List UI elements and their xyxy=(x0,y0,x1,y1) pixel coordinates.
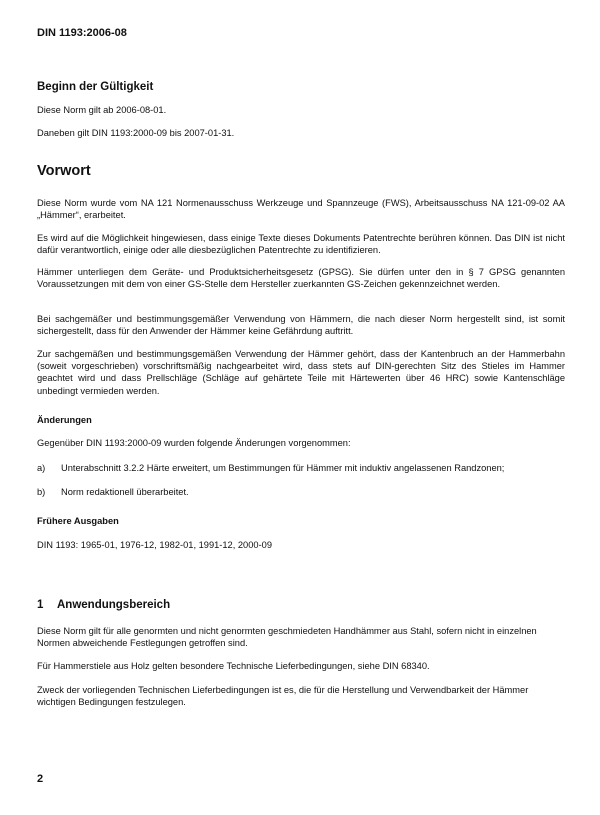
validity-paragraph-1: Diese Norm gilt ab 2006-08-01. xyxy=(37,105,167,115)
validity-paragraph-2: Daneben gilt DIN 1193:2000-09 bis 2007-01-31. xyxy=(37,128,235,138)
foreword-paragraph-4: Bei sachgemäßer und bestimmungsgemäßer Verwendung von Hämmern, die nach dieser Norm hergestellt sind, ist somit sichergestellt, dass für den Anwender der Hämmer keine Gefährdung auftritt. xyxy=(37,314,565,337)
validity-heading: Beginn der Gültigkeit xyxy=(37,81,154,93)
list-item-label: a) xyxy=(37,463,46,473)
changes-intro: Gegenüber DIN 1193:2000-09 wurden folgende Änderungen vorgenommen: xyxy=(37,438,351,448)
list-item-text: Unterabschnitt 3.2.2 Härte erweitert, um Bestimmungen für Hämmer mit induktiv angelassenen Randzonen; xyxy=(61,463,505,473)
foreword-paragraph-5: Zur sachgemäßen und bestimmungsgemäßen Verwendung der Hämmer gehört, dass der Kantenbruch an der Hammerbahn (soweit vorgeschrieben) vorschriftsmäßig nachgearbeitet wird, dass stets auf DIN-gerechten Sitz des Stieles im Hammer geachtet wird und dass Prellschläge (Schläge auf gehärtete Teile mit Härtewerten über 46 HRC) sowie Kantenschläge unbedingt vermieden werden. xyxy=(37,349,565,396)
section-number: 1 xyxy=(37,599,44,611)
scope-paragraph-3: Zweck der vorliegenden Technischen Lieferbedingungen ist es, die für die Herstellung und Verwendbarkeit der Hämmer wichtigen Bedingungen festzulegen. xyxy=(37,685,529,708)
list-item-label: b) xyxy=(37,487,46,497)
foreword-paragraph-3: Hämmer unterliegen dem Geräte- und Produktsicherheitsgesetz (GPSG). Sie dürfen unter den in § 7 GPSG genannten Voraussetzungen mit dem von einer GS-Stelle dem Hersteller zuerkannten GS-Zeichen gekennzeichnet werden. xyxy=(37,267,565,290)
section-1-heading xyxy=(37,599,565,611)
scope-paragraph-1: Diese Norm gilt für alle genormten und nicht genormten geschmiedeten Handhämmer aus Stahl, sofern nicht in einzelnen Normen abweichende Festlegungen getroffen sind. xyxy=(37,626,537,649)
page-number: 2 xyxy=(37,773,44,785)
changes-heading: Änderungen xyxy=(37,415,92,425)
editions-heading: Frühere Ausgaben xyxy=(37,516,119,526)
list-item xyxy=(37,486,565,498)
foreword-paragraph-2: Es wird auf die Möglichkeit hingewiesen, dass einige Texte dieses Dokuments Patentrechte berühren können. Das DIN ist nicht dafür verantwortlich, einige oder alle diesbezüglichen Patentrechte zu identifizieren. xyxy=(37,233,565,256)
section-title: Anwendungsbereich xyxy=(57,599,171,611)
scope-paragraph-2: Für Hammerstiele aus Holz gelten besondere Technische Lieferbedingungen, siehe DIN 68340. xyxy=(37,661,430,671)
foreword-paragraph-1: Diese Norm wurde vom NA 121 Normenausschuss Werkzeuge und Spannzeuge (FWS), Arbeitsausschuss NA 121-09-02 AA „Hämmer“, erarbeitet. xyxy=(37,198,565,221)
list-item xyxy=(37,462,565,474)
foreword-heading: Vorwort xyxy=(37,163,91,179)
document-header: DIN 1193:2006-08 xyxy=(37,27,127,39)
editions-text: DIN 1193: 1965-01, 1976-12, 1982-01, 1991-12, 2000-09 xyxy=(37,540,273,550)
list-item-text: Norm redaktionell überarbeitet. xyxy=(61,487,189,497)
